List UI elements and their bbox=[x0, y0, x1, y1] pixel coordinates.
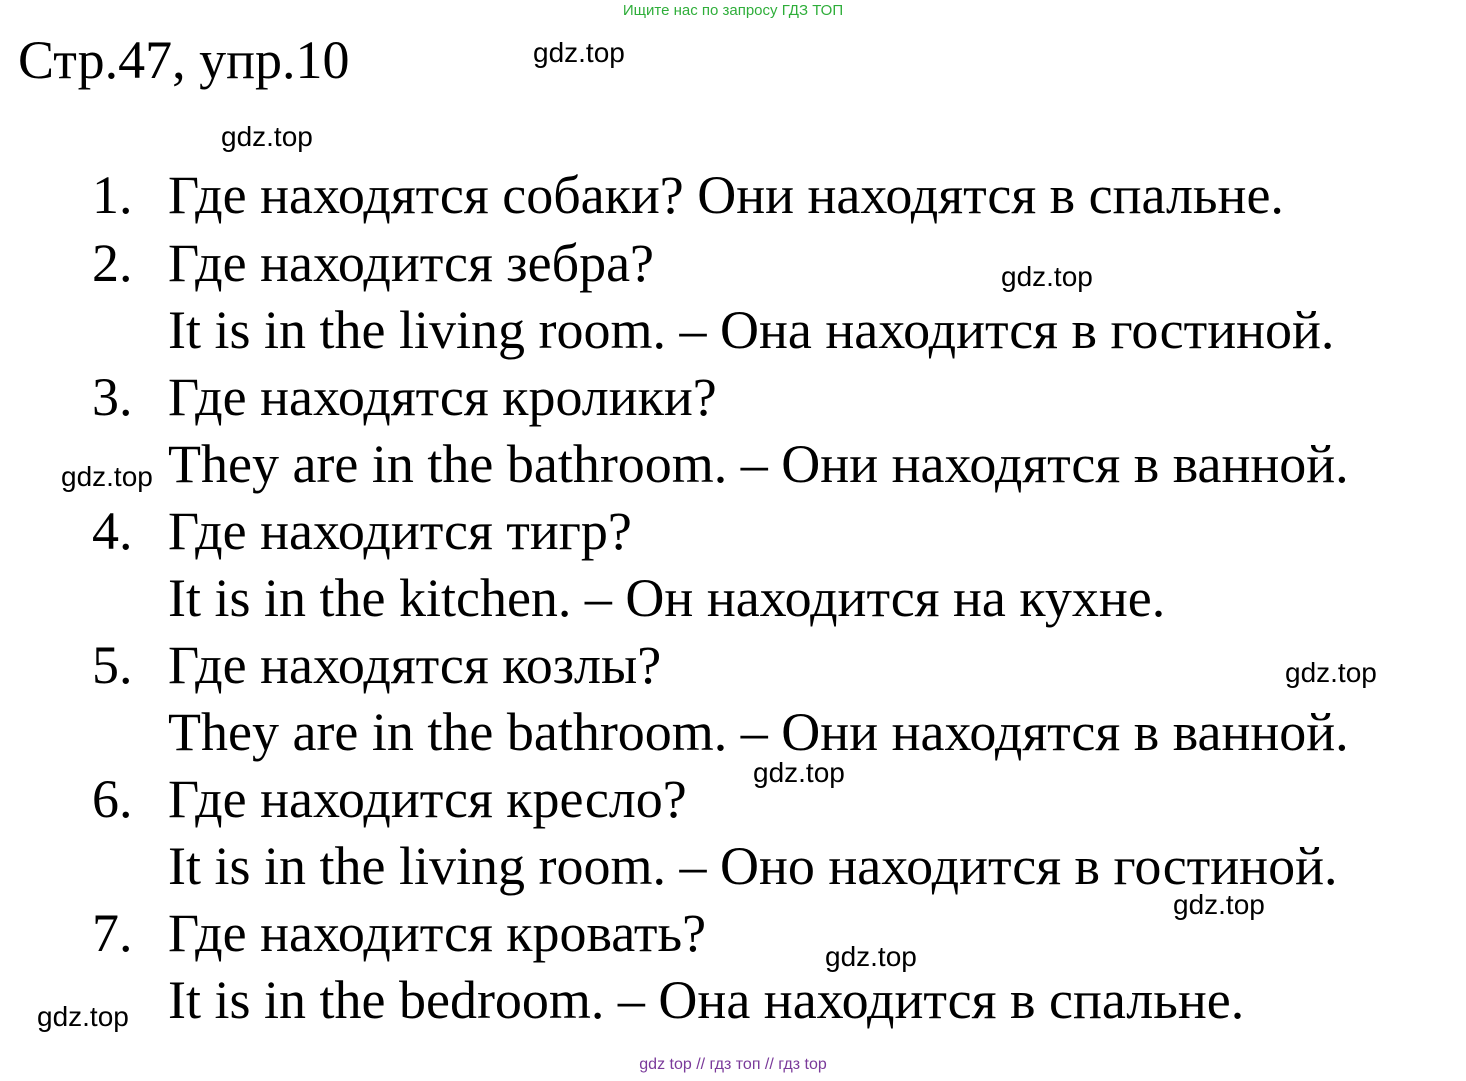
watermark: gdz.top bbox=[825, 941, 917, 972]
footer: gdz top // гдз топ // гдз top bbox=[639, 1056, 827, 1073]
item-answer-text: They are in the bathroom. – Они находятся в ванной. bbox=[168, 434, 1349, 494]
item-number: 3. bbox=[92, 367, 133, 427]
item-question: Где находятся собаки? Они находятся в спальне. bbox=[168, 165, 1284, 225]
watermark: gdz.top bbox=[1001, 261, 1093, 292]
item-answer-text: It is in the living room. – Она находится в гостиной. bbox=[168, 300, 1335, 360]
item-question: Где находится зебра? bbox=[168, 233, 654, 293]
item-answer-text: They are in the bathroom. – Они находятся в ванной. bbox=[168, 702, 1349, 762]
item-answer-text: It is in the kitchen. – Он находится на кухне. bbox=[168, 568, 1166, 628]
watermark: gdz.top bbox=[1285, 657, 1377, 688]
watermark: gdz.top bbox=[61, 461, 153, 492]
item-question: Где находятся козлы? bbox=[168, 635, 662, 695]
item-question: Где находится кровать? bbox=[168, 903, 707, 963]
watermark: gdz.top bbox=[37, 1001, 129, 1032]
watermark: gdz.top bbox=[753, 757, 845, 788]
item-question: Где находится тигр? bbox=[168, 501, 632, 561]
page-title: Стр.47, упр.10 bbox=[18, 30, 350, 90]
item-number: 4. bbox=[92, 501, 133, 561]
item-number: 2. bbox=[92, 233, 133, 293]
item-answer-text: It is in the living room. – Оно находится в гостиной. bbox=[168, 836, 1338, 896]
watermark: gdz.top bbox=[533, 37, 625, 68]
item-number: 7. bbox=[92, 903, 133, 963]
top-banner: Ищите нас по запросу ГДЗ ТОП bbox=[622, 2, 844, 19]
watermark: gdz.top bbox=[1173, 889, 1265, 920]
item-question: Где находятся кролики? bbox=[168, 367, 717, 427]
watermark: gdz.top bbox=[221, 121, 313, 152]
item-question: Где находится кресло? bbox=[168, 769, 687, 829]
item-number: 5. bbox=[92, 635, 133, 695]
item-answer-text: It is in the bedroom. – Она находится в спальне. bbox=[168, 970, 1245, 1030]
item-number: 1. bbox=[92, 165, 133, 225]
item-number: 6. bbox=[92, 769, 133, 829]
